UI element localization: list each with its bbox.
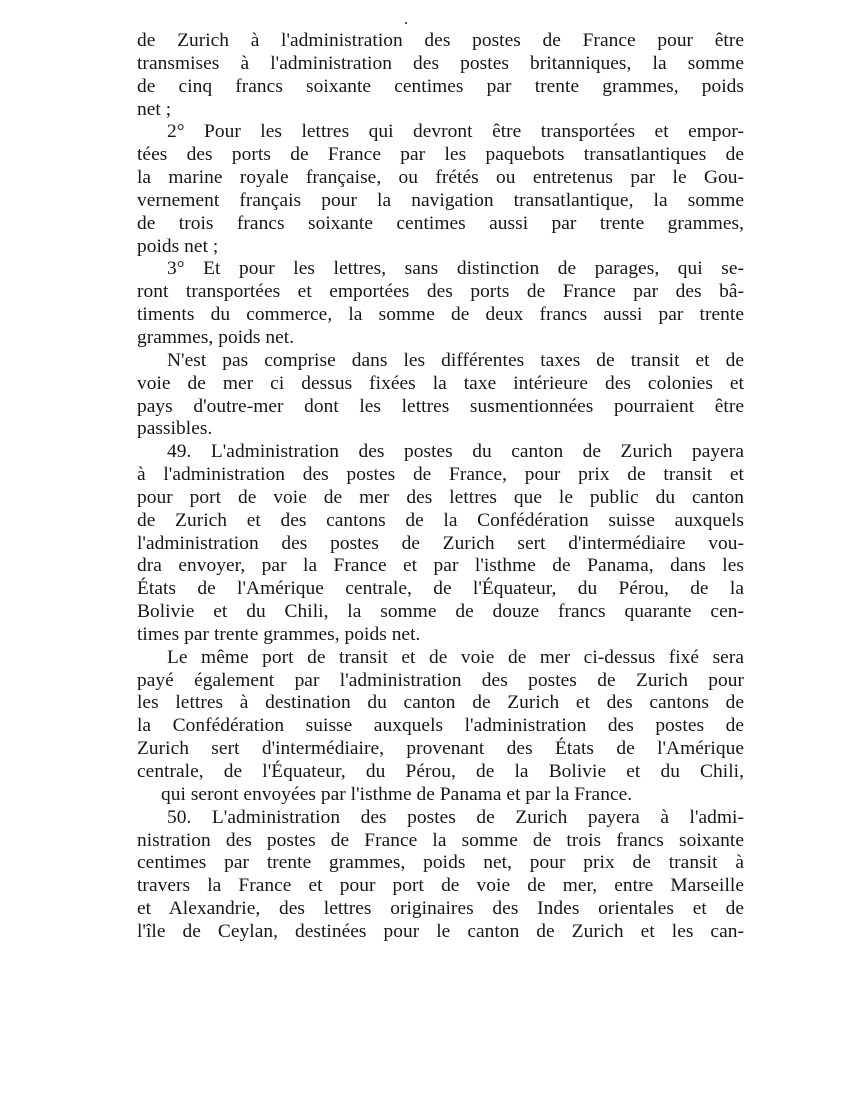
text-line: de trois francs soixante centimes aussi par trente grammes,	[137, 212, 744, 234]
text-line: à l'administration des postes de France, pour prix de transit et	[137, 464, 744, 486]
body-text	[137, 30, 744, 944]
text-line: de cinq francs soixante centimes par trente grammes, poids	[137, 75, 744, 97]
text-line: 2° Pour les lettres qui devront être transportées et empor-	[167, 121, 744, 143]
text-line: Zurich sert d'intermédiaire, provenant des États de l'Amérique	[137, 738, 744, 760]
text-line: de Zurich à l'administration des postes de France pour être	[137, 30, 744, 51]
text-line: l'île de Ceylan, destinées pour le canton de Zurich et les can-	[137, 920, 744, 942]
text-line: N'est pas comprise dans les différentes taxes de transit et de	[167, 349, 744, 371]
text-line: travers la France et pour port de voie de mer, entre Marseille	[137, 875, 744, 897]
text-line: times par trente grammes, poids net.	[137, 623, 421, 645]
text-line: net ;	[137, 98, 172, 120]
text-line: qui seront envoyées par l'isthme de Panama et par la France.	[161, 783, 633, 805]
text-line: tées des ports de France par les paquebots transatlantiques de	[137, 144, 744, 166]
text-line: 3° Et pour les lettres, sans distinction de parages, qui se-	[167, 258, 744, 280]
text-line: transmises à l'administration des postes britanniques, la somme	[137, 52, 744, 74]
text-line: payé également par l'administration des postes de Zurich pour	[137, 669, 744, 691]
text-line: pays d'outre-mer dont les lettres susmentionnées pourraient être	[137, 395, 744, 417]
text-line: 50. L'administration des postes de Zurich payera à l'admi-	[167, 806, 744, 828]
text-line: passibles.	[137, 418, 213, 440]
text-line: Bolivie et du Chili, la somme de douze francs quarante cen-	[137, 601, 744, 623]
text-line: ront transportées et emportées des ports de France par des bâ-	[137, 281, 744, 303]
text-line: centrale, de l'Équateur, du Pérou, de la Bolivie et du Chili,	[137, 761, 744, 782]
text-line: et Alexandrie, des lettres originaires des Indes orientales et de	[137, 898, 744, 920]
text-line: grammes, poids net.	[137, 326, 295, 348]
printer-dot-mark	[405, 22, 407, 24]
text-line: centimes par trente grammes, poids net, pour prix de transit à	[137, 852, 744, 874]
text-line: la marine royale française, ou frétés ou entretenus par le Gou-	[137, 167, 744, 189]
text-line: nistration des postes de France la somme de trois francs soixante	[137, 829, 744, 851]
text-line: l'administration des postes de Zurich sert d'intermédiaire vou-	[137, 532, 744, 554]
text-line: la Confédération suisse auxquels l'administration des postes de	[137, 715, 744, 737]
text-line: voie de mer ci dessus fixées la taxe intérieure des colonies et	[137, 372, 744, 394]
text-line: États de l'Amérique centrale, de l'Équateur, du Pérou, de la	[137, 578, 744, 600]
text-line: de Zurich et des cantons de la Confédération suisse auxquels	[137, 509, 744, 531]
text-line: timents du commerce, la somme de deux francs aussi par trente	[137, 304, 744, 326]
text-line: vernement français pour la navigation transatlantique, la somme	[137, 189, 744, 211]
text-line: 49. L'administration des postes du canton de Zurich payera	[167, 441, 744, 463]
text-line: Le même port de transit et de voie de mer ci-dessus fixé sera	[167, 646, 744, 668]
text-line: les lettres à destination du canton de Zurich et des cantons de	[137, 692, 744, 714]
text-line: dra envoyer, par la France et par l'isthme de Panama, dans les	[137, 555, 744, 577]
text-line: poids net ;	[137, 235, 219, 257]
text-line: pour port de voie de mer des lettres que le public du canton	[137, 486, 744, 508]
